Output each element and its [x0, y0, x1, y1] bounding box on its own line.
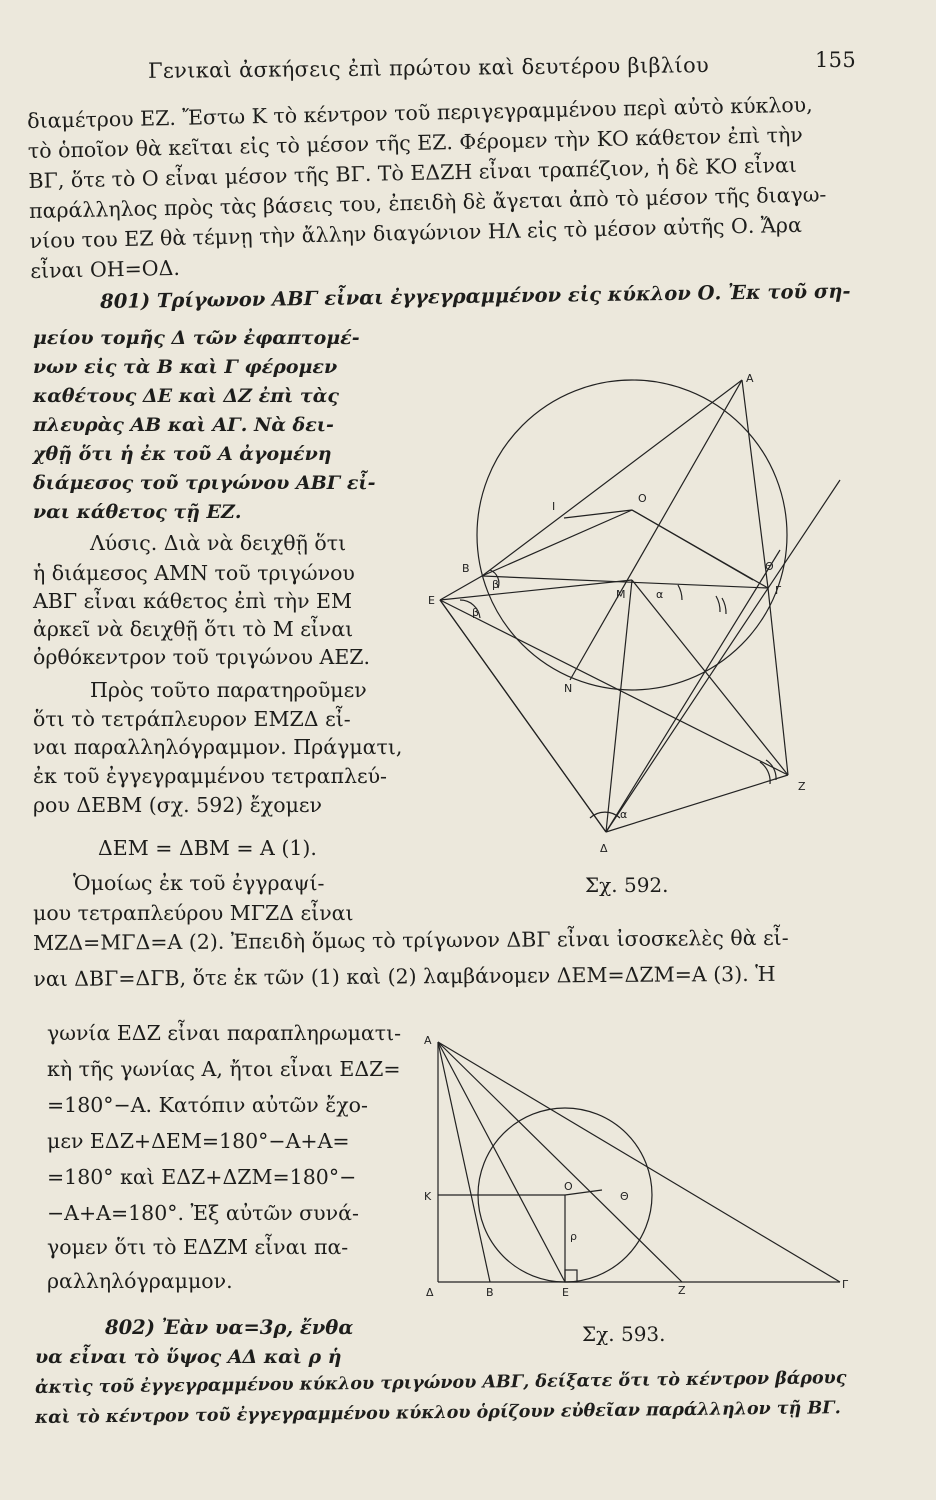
label-e: E — [428, 594, 435, 607]
label-alpha-1: α — [656, 588, 664, 601]
full-line: ναι ΔΒΓ=ΔΓΒ, ὅτε ἐκ τῶν (1) καὶ (2) λαμβάνομεν ΔΕΜ=ΔΖΜ=Α (3). Ἡ — [33, 961, 776, 991]
label-beta-1: β — [492, 578, 500, 591]
label-alpha-2: α — [620, 808, 628, 821]
intro-line: νίου του ΕΖ θὰ τέμνῃ τὴν ἄλλην διαγώνιον ΗΛ εἰς τὸ μέσον αὐτῆς Ο. Ἄρα — [29, 212, 803, 253]
problem-801-line: καθέτους ΔΕ καὶ ΔΖ ἐπὶ τὰς — [33, 385, 339, 407]
side-ab — [438, 1042, 490, 1282]
dz-line — [606, 775, 788, 832]
intro-line: παράλληλος πρὸς τὰς βάσεις του, ἐπειδὴ δὲ ἄγεται ἀπὸ τὸ μέσον τῆς διαγω- — [28, 182, 827, 223]
solution-line: ραλληλόγραμμον. — [47, 1269, 233, 1293]
running-title: Γενικαὶ ἀσκήσεις ἐπὶ πρώτου καὶ δευτέρου βιβλίου — [147, 53, 710, 83]
intro-line: ΒΓ, ὅτε τὸ Ο εἶναι μέσον τῆς ΒΓ. Τὸ ΕΔΖΗ εἶναι τραπέζιον, ἡ δὲ ΚΟ εἶναι — [28, 152, 798, 193]
equation-1: ΔΕΜ = ΔΒΜ = Α (1). — [98, 836, 317, 860]
angle-arc — [722, 598, 726, 614]
problem-802-line3: ἀκτὶς τοῦ ἐγγεγραμμένου κύκλου τριγώνου ΑΒΓ, δείξατε ὅτι τὸ κέντρον βάρους — [35, 1368, 847, 1398]
label-e: E — [562, 1286, 569, 1299]
side-ag — [438, 1042, 840, 1282]
ag-extension — [768, 588, 788, 775]
label-a: A — [424, 1034, 432, 1047]
problem-801-line: ναι κάθετος τῇ ΕΖ. — [33, 501, 242, 523]
line-ae — [438, 1042, 565, 1282]
tangent-g — [606, 550, 780, 832]
label-z: Z — [798, 780, 806, 793]
solution-line: =180°−Α. Κατόπιν αὐτῶν ἔχο- — [47, 1093, 368, 1117]
label-b: B — [486, 1286, 494, 1299]
figure-593 — [420, 1030, 860, 1300]
problem-801-body — [33, 325, 393, 525]
solution-line: ὀρθόκεντρον τοῦ τριγώνου ΑΕΖ. — [33, 645, 371, 669]
caption-592: Σχ. 592. — [585, 873, 669, 897]
angle-arc — [678, 585, 682, 600]
solution-line: ναι παραλληλόγραμμον. Πράγματι, — [33, 735, 403, 759]
solution-801-body — [33, 530, 403, 950]
label-a: A — [746, 372, 754, 385]
de-line — [440, 600, 606, 832]
solution-line: μεν ΕΔΖ+ΔΕΜ=180°−Α+Α= — [47, 1129, 350, 1153]
problem-802-line1: 802) Ἐὰν υα=3ρ, ἔνθα — [105, 1316, 354, 1339]
problem-801-first-line: 801) Τρίγωνον ΑΒΓ εἶναι ἐγγεγραμμένον εἰς κύκλον Ο. Ἐκ τοῦ ση- — [100, 279, 851, 313]
right-angle-mark — [565, 1270, 577, 1282]
problem-801-line: πλευρὰς ΑΒ καὶ ΑΓ. Νὰ δει- — [33, 414, 334, 436]
solution-line: Λύσις. Διὰ νὰ δειχθῇ ὅτι — [90, 531, 347, 555]
label-theta: Θ — [765, 560, 774, 573]
intro-paragraph — [27, 90, 911, 288]
solution-line: μου τετραπλεύρου ΜΓΖΔ εἶναι — [33, 901, 354, 925]
label-rho: ρ — [570, 1230, 577, 1243]
label-o: O — [638, 492, 647, 505]
label-delta: Δ — [600, 842, 608, 855]
label-theta: Θ — [620, 1190, 629, 1203]
solution-line: Ὁμοίως ἐκ τοῦ ἐγγραψί- — [73, 871, 325, 895]
solution-line: ρου ΔΕΒΜ (σχ. 592) ἔχομεν — [33, 793, 322, 817]
label-gamma: Γ — [842, 1278, 849, 1291]
solution-line: γομεν ὅτι τὸ ΕΔΖΜ εἶναι πα- — [47, 1235, 349, 1259]
page-number: 155 — [815, 48, 856, 72]
solution-line: Πρὸς τοῦτο παρατηροῦμεν — [90, 678, 367, 702]
label-beta-2: β — [472, 606, 480, 619]
og-line — [632, 510, 768, 588]
problem-801-line: διάμεσος τοῦ τριγώνου ΑΒΓ εἶ- — [33, 472, 376, 494]
label-gamma: Γ — [775, 584, 782, 597]
solution-line: ΑΒΓ εἶναι κάθετος ἐπὶ τὴν ΕΜ — [33, 589, 353, 613]
solution-line: =180° καὶ ΕΔΖ+ΔΖΜ=180°− — [47, 1165, 357, 1189]
problem-802-line2: υα εἶναι τὸ ὕψος ΑΔ καὶ ρ ἡ — [35, 1346, 342, 1368]
intro-line: εἶναι ΟΗ=ΟΔ. — [30, 255, 181, 283]
label-b: B — [462, 562, 470, 575]
label-i: I — [552, 500, 556, 513]
label-delta: Δ — [426, 1286, 434, 1299]
label-m: M — [616, 588, 626, 601]
median-amn — [570, 380, 742, 680]
full-width-block — [33, 924, 913, 1000]
solution-801-continued — [47, 1020, 407, 1310]
mz-line — [632, 580, 788, 775]
label-z: Z — [678, 1284, 686, 1297]
solution-line: −Α+Α=180°. Ἐξ αὐτῶν συνά- — [47, 1201, 359, 1225]
label-n: N — [564, 682, 573, 695]
label-k: K — [424, 1190, 432, 1203]
solution-line: ἐκ τοῦ ἐγγεγραμμένου τετραπλεύ- — [33, 764, 387, 788]
solution-line: γωνία ΕΔΖ εἶναι παραπληρωματι- — [47, 1021, 402, 1045]
caption-593: Σχ. 593. — [582, 1322, 666, 1346]
intro-line: διαμέτρου ΕΖ. Ἔστω Κ τὸ κέντρον τοῦ περιγεγραμμένου περὶ αὐτὸ κύκλου, — [27, 92, 813, 133]
figure-592 — [420, 300, 860, 860]
circumcircle — [477, 380, 787, 690]
label-o: O — [564, 1180, 573, 1193]
problem-801-line: μείου τομῆς Δ τῶν ἐφαπτομέ- — [33, 327, 360, 349]
intro-line: τὸ ὁποῖον θὰ κεῖται εἰς τὸ μέσον τῆς ΕΖ. Φέρομεν τὴν ΚΟ κάθετον ἐπὶ τὴν — [27, 122, 803, 163]
solution-line: ὅτι τὸ τετράπλευρον ΕΜΖΔ εἶ- — [33, 707, 351, 731]
solution-line: ἀρκεῖ νὰ δειχθῇ ὅτι τὸ Μ εἶναι — [33, 617, 354, 641]
problem-802-line4: καὶ τὸ κέντρον τοῦ ἐγγεγραμμένου κύκλου ὁρίζουν εὐθεῖαν παράλληλον τῇ ΒΓ. — [35, 1398, 841, 1428]
problem-801-line: χθῇ ὅτι ἡ ἐκ τοῦ Α ἀγομένη — [33, 443, 332, 465]
solution-line: ἡ διάμεσος ΑΜΝ τοῦ τριγώνου — [33, 561, 355, 585]
angle-arc — [716, 596, 720, 612]
solution-line: κὴ τῆς γωνίας Α, ἤτοι εἶναι ΕΔΖ= — [47, 1057, 401, 1081]
problem-801-line: νων εἰς τὰ Β καὶ Γ φέρομεν — [33, 356, 338, 378]
md-line — [606, 580, 632, 832]
full-line: ΜΖΔ=ΜΓΔ=Α (2). Ἐπειδὴ ὅμως τὸ τρίγωνον ΔΒΓ εἶναι ἰσοσκελὲς θὰ εἶ- — [33, 925, 789, 955]
